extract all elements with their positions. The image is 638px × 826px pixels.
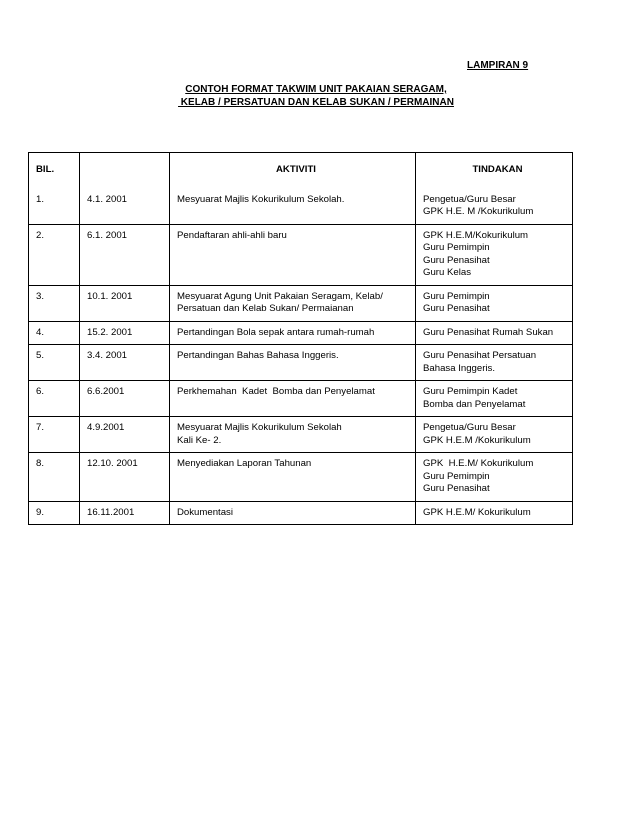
- tindakan-line: Guru Kelas: [423, 267, 471, 278]
- cell-tarikh: 3.4. 2001: [80, 345, 170, 381]
- tindakan-line: GPK H.E.M/Kokurikulum: [423, 229, 529, 241]
- cell-bil: 9.: [29, 501, 80, 525]
- cell-aktiviti: [170, 501, 416, 525]
- tindakan-line: Guru Penasihat: [423, 254, 490, 266]
- document-title-line-2: KELAB / PERSATUAN DAN KELAB SUKAN / PERMAINAN: [178, 97, 454, 108]
- tindakan-line: Guru Pemimpin Kadet: [423, 386, 518, 397]
- cell-tarikh: 4.9.2001: [80, 417, 170, 453]
- table-row: [29, 345, 573, 381]
- cell-aktiviti: [170, 321, 416, 345]
- aktiviti-line: Pendaftaran ahli-ahli baru: [177, 229, 287, 241]
- tindakan-line: Bomba dan Penyelamat: [423, 398, 526, 410]
- aktiviti-line: Persatuan dan Kelab Sukan/ Permaianan: [177, 303, 354, 314]
- table-row: [29, 285, 573, 321]
- takwim-table: [28, 152, 573, 525]
- cell-aktiviti: [170, 189, 416, 225]
- cell-tindakan: [416, 224, 573, 285]
- cell-tarikh: 15.2. 2001: [80, 321, 170, 345]
- tindakan-line: Guru Pemimpin: [423, 470, 490, 482]
- table-row: [29, 381, 573, 417]
- aktiviti-line: Kali Ke- 2.: [177, 434, 222, 446]
- cell-bil: 1.: [29, 189, 80, 225]
- cell-bil: 7.: [29, 417, 80, 453]
- cell-bil: 8.: [29, 453, 80, 502]
- table-header-row: [29, 153, 573, 189]
- cell-bil: 4.: [29, 321, 80, 345]
- cell-bil: 2.: [29, 224, 80, 285]
- tindakan-line: GPK H.E.M /Kokurikulum: [423, 434, 531, 446]
- cell-aktiviti: [170, 381, 416, 417]
- cell-tarikh: 6.1. 2001: [80, 224, 170, 285]
- cell-bil: 6.: [29, 381, 80, 417]
- aktiviti-line: Mesyuarat Majlis Kokurikulum Sekolah: [177, 422, 342, 433]
- appendix-label: LAMPIRAN 9: [467, 60, 529, 71]
- cell-tarikh: 6.6.2001: [80, 381, 170, 417]
- tindakan-line: Guru Penasihat Rumah Sukan: [423, 326, 554, 338]
- tindakan-line: GPK H.E.M/ Kokurikulum: [423, 506, 531, 518]
- tindakan-line: Bahasa Inggeris.: [423, 362, 495, 374]
- cell-tindakan: [416, 189, 573, 225]
- table-row: [29, 501, 573, 525]
- tindakan-line: Guru Pemimpin: [423, 242, 490, 253]
- tindakan-line: Pengetua/Guru Besar: [423, 193, 516, 205]
- header-aktiviti: AKTIVITI: [170, 153, 416, 189]
- cell-tindakan: [416, 417, 573, 453]
- cell-tarikh: 4.1. 2001: [80, 189, 170, 225]
- cell-aktiviti: [170, 417, 416, 453]
- tindakan-line: GPK H.E. M /Kokurikulum: [423, 206, 534, 217]
- cell-tindakan: [416, 381, 573, 417]
- cell-aktiviti: [170, 224, 416, 285]
- tindakan-line: Guru Penasihat Persatuan: [423, 350, 537, 361]
- aktiviti-line: Perkhemahan Kadet Bomba dan Penyelamat: [177, 386, 375, 397]
- cell-tarikh: 16.11.2001: [80, 501, 170, 525]
- aktiviti-line: Pertandingan Bahas Bahasa Inggeris.: [177, 350, 339, 361]
- cell-aktiviti: [170, 453, 416, 502]
- table-row: [29, 453, 573, 502]
- header-bil: BIL.: [29, 153, 80, 189]
- document-title-line-1: CONTOH FORMAT TAKWIM UNIT PAKAIAN SERAGAM,: [185, 84, 447, 95]
- cell-tindakan: [416, 501, 573, 525]
- table-row: [29, 417, 573, 453]
- cell-aktiviti: [170, 285, 416, 321]
- aktiviti-line: Pertandingan Bola sepak antara rumah-rumah: [177, 326, 375, 338]
- cell-bil: 3.: [29, 285, 80, 321]
- table-row: [29, 321, 573, 345]
- aktiviti-line: Mesyuarat Agung Unit Pakaian Seragam, Kelab/: [177, 290, 383, 302]
- cell-tarikh: 10.1. 2001: [80, 285, 170, 321]
- tindakan-line: Pengetua/Guru Besar: [423, 422, 516, 433]
- cell-bil: 5.: [29, 345, 80, 381]
- tindakan-line: Guru Pemimpin: [423, 290, 490, 302]
- header-tindakan: TINDAKAN: [416, 153, 573, 189]
- table-row: [29, 189, 573, 225]
- cell-tarikh: 12.10. 2001: [80, 453, 170, 502]
- tindakan-line: GPK H.E.M/ Kokurikulum: [423, 458, 534, 469]
- cell-tindakan: [416, 321, 573, 345]
- header-tarikh: [80, 153, 170, 189]
- aktiviti-line: Dokumentasi: [177, 506, 233, 518]
- tindakan-line: Guru Penasihat: [423, 303, 490, 314]
- cell-tindakan: [416, 285, 573, 321]
- table-row: [29, 224, 573, 285]
- aktiviti-line: Mesyuarat Majlis Kokurikulum Sekolah.: [177, 193, 345, 205]
- cell-aktiviti: [170, 345, 416, 381]
- table-body: [29, 189, 573, 525]
- cell-tindakan: [416, 453, 573, 502]
- cell-tindakan: [416, 345, 573, 381]
- tindakan-line: Guru Penasihat: [423, 483, 490, 494]
- aktiviti-line: Menyediakan Laporan Tahunan: [177, 458, 312, 469]
